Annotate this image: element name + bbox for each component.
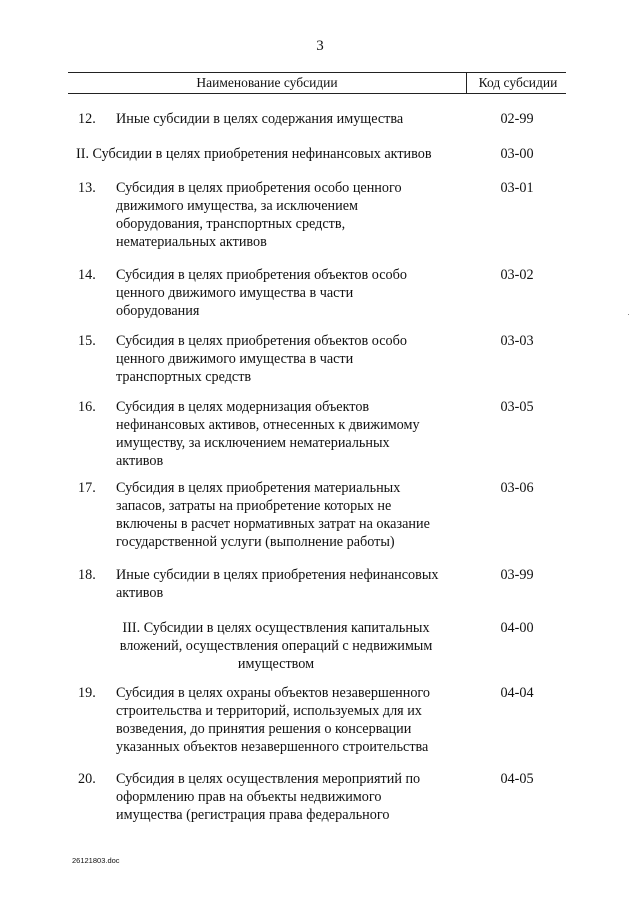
- row-code: 03-99: [500, 567, 534, 583]
- page-number: 3: [316, 38, 324, 54]
- row-number: 15.: [78, 333, 96, 349]
- row-number: 17.: [78, 480, 96, 496]
- row-code: 03-00: [500, 146, 534, 162]
- table-header: [68, 72, 566, 94]
- header-divider: [466, 72, 467, 94]
- row-number: 13.: [78, 180, 96, 196]
- row-number: 18.: [78, 567, 96, 583]
- row-code: 03-05: [500, 399, 534, 415]
- row-text: Субсидия в целях приобретения особо ценного движимого имущества, за исключением оборудования, транспортных средств, нематериальных активов: [116, 180, 402, 250]
- row-code: 03-02: [500, 267, 534, 283]
- row-text: Иные субсидии в целях содержания имущества: [116, 111, 404, 127]
- section-title: III. Субсидии в целях осуществления капитальных вложений, осуществления операций с недвижимым имуществом: [119, 620, 433, 672]
- row-text: Субсидия в целях модернизация объектов нефинансовых активов, отнесенных к движимому имуществу, за исключением нематериальных активов: [116, 399, 420, 469]
- row-code: 04-04: [500, 685, 534, 701]
- row-text: Иные субсидии в целях приобретения нефинансовых активов: [116, 567, 439, 601]
- header-name-column: Наименование субсидии: [196, 75, 338, 90]
- header-code-column: Код субсидии: [478, 75, 558, 90]
- row-number: 19.: [78, 685, 96, 701]
- row-text: Субсидия в целях охраны объектов незавершенного строительства и территорий, используемых для их возведения, до принятия решения о консервации указанных объектов незавершенного строительства: [116, 685, 430, 755]
- row-text: Субсидия в целях приобретения материальных запасов, затраты на приобретение которых не включены в расчет нормативных затрат на оказание государственной услуги (выполнение работы): [116, 480, 430, 550]
- row-number: 20.: [78, 771, 96, 787]
- row-number: 12.: [78, 111, 96, 127]
- row-code: 04-00: [500, 620, 534, 636]
- row-number: 14.: [78, 267, 96, 283]
- row-text: Субсидия в целях приобретения объектов особо ценного движимого имущества в части транспортных средств: [116, 333, 407, 385]
- row-code: 03-06: [500, 480, 534, 496]
- row-code: 02-99: [500, 111, 534, 127]
- row-code: 03-01: [500, 180, 534, 196]
- document-filename: 26121803.doc: [72, 856, 120, 865]
- row-text: Субсидия в целях осуществления мероприятий по оформлению прав на объекты недвижимого имущества (регистрация права федерального: [116, 771, 421, 823]
- section-title: II. Субсидии в целях приобретения нефинансовых активов: [76, 146, 432, 162]
- row-text: Субсидия в целях приобретения объектов особо ценного движимого имущества в части оборудования: [116, 267, 407, 319]
- row-code: 03-03: [500, 333, 534, 349]
- row-code: 04-05: [500, 771, 534, 787]
- side-mark: [628, 314, 629, 315]
- row-number: 16.: [78, 399, 96, 415]
